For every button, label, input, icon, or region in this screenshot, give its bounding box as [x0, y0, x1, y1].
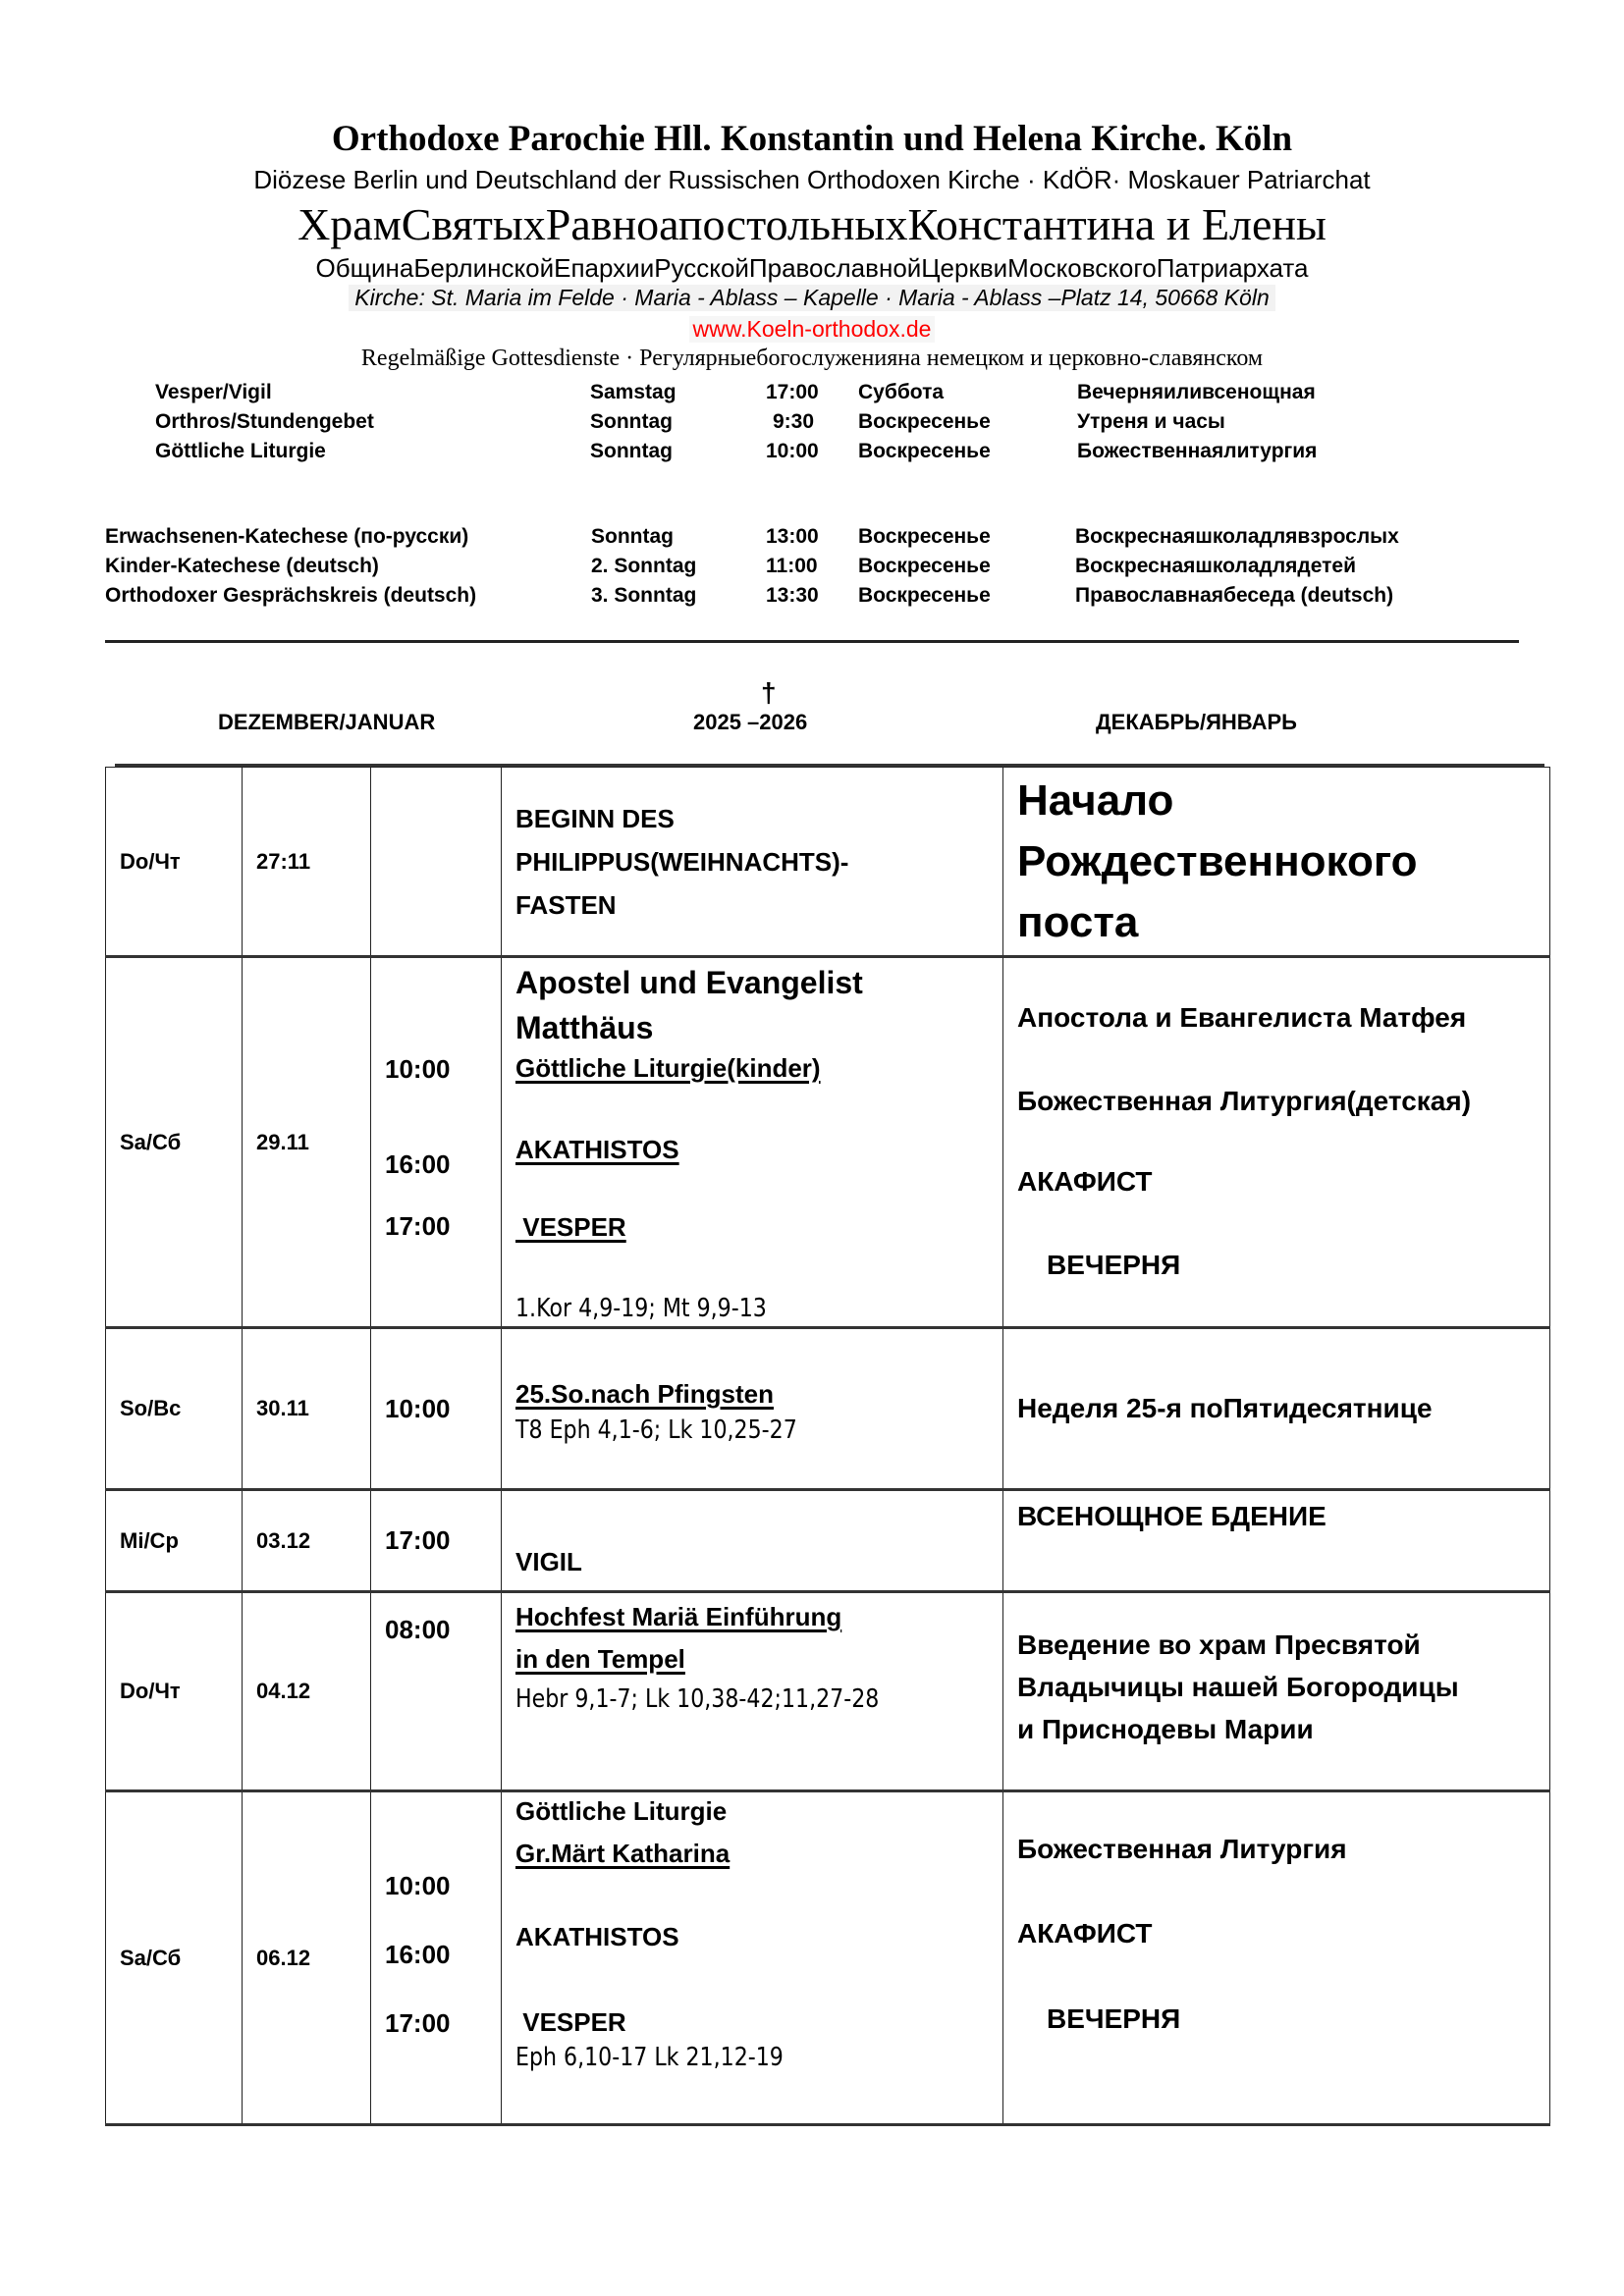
event-de-link[interactable]: Hochfest Mariä Einführung	[515, 1602, 842, 1631]
website-line	[0, 316, 1624, 343]
church-address: Kirche: St. Maria im Felde · Maria - Ablass – Kapelle · Maria - Ablass –Platz 14, 50668 Köln	[349, 285, 1274, 311]
service-name-ru: Божественнаялитургия	[1077, 440, 1318, 462]
event-de-line: Apostel und Evangelist	[515, 965, 863, 1000]
event-de-link[interactable]: 25.So.nach Pfingsten	[515, 1379, 774, 1409]
date-cell: 04.12	[243, 1592, 371, 1791]
event-ru-line: и Приснодевы Марии	[1017, 1714, 1314, 1744]
catechesis-time: 13:30	[766, 584, 819, 607]
day-cell: Sa/Сб	[106, 1791, 243, 2125]
event-de-line: FASTEN	[515, 889, 617, 920]
event-de-cell	[502, 957, 1003, 1328]
event-ru-line: Апостола и Евангелиста Матфея	[1017, 1002, 1467, 1033]
regular-services-heading: Regelmäßige Gottesdienste · Регулярныебогослуженияна немецком и церковно-славянском	[360, 346, 1264, 371]
day-cell: Do/Чт	[106, 768, 243, 957]
service-day-de: Sonntag	[590, 440, 673, 462]
event-de-line: PHILIPPUS(WEIHNACHTS)-	[515, 846, 849, 877]
month-heading-ru: ДЕКАБРЬ/ЯНВАРЬ	[1096, 710, 1297, 734]
service-time: 17:00	[766, 381, 819, 403]
day-cell: Mi/Ср	[106, 1490, 243, 1592]
address-line	[0, 285, 1624, 311]
event-de-line: AKATHISTOS	[515, 1922, 679, 1951]
event-de-line: BEGINN DES	[515, 803, 675, 833]
time-value: 08:00	[385, 1615, 451, 1644]
time-cell	[371, 1592, 502, 1791]
service-name-ru: Утреня и часы	[1077, 410, 1225, 433]
website-link[interactable]: www.Koeln-orthodox.de	[689, 316, 936, 343]
event-ru-line: Неделя 25-я поПятидесятнице	[1017, 1393, 1433, 1423]
catechesis-time: 11:00	[766, 555, 818, 577]
event-de-link[interactable]: in den Tempel	[515, 1644, 685, 1674]
event-ru-cell	[1003, 1328, 1550, 1490]
time-value: 10:00	[385, 1393, 451, 1423]
day-cell: Sa/Сб	[106, 957, 243, 1328]
event-ru-cell	[1003, 1791, 1550, 2125]
service-name: Vesper/Vigil	[155, 381, 272, 403]
event-ru-cell	[1003, 1592, 1550, 1791]
event-ru-line: ВСЕНОЩНОЕ БДЕНИЕ	[1017, 1501, 1326, 1531]
event-ru-cell	[1003, 768, 1550, 957]
event-ru-line: Божественная Литургия(детская)	[1017, 1086, 1472, 1116]
date-cell: 03.12	[243, 1490, 371, 1592]
catechesis-name-ru: Воскреснаяшколадлявзрослых	[1075, 525, 1399, 548]
time-value: 17:00	[385, 1525, 451, 1555]
schedule-table	[105, 767, 1550, 2126]
event-de-line: Matthäus	[515, 1010, 654, 1045]
service-day-ru: Суббота	[858, 381, 945, 403]
time-cell	[371, 1328, 502, 1490]
service-day-de: Sonntag	[590, 410, 673, 433]
date-cell: 29.11	[243, 957, 371, 1328]
catechesis-time: 13:00	[766, 525, 819, 548]
event-de-line: VIGIL	[515, 1547, 582, 1576]
scripture-reading: T8 Eph 4,1-6; Lk 10,25-27	[515, 1415, 797, 1445]
time-cell	[371, 1490, 502, 1592]
catechesis-day-ru: Воскресенье	[858, 584, 991, 607]
day-cell: So/Вс	[106, 1328, 243, 1490]
event-de-link[interactable]: VESPER	[515, 1212, 626, 1242]
event-ru-line: поста	[1017, 897, 1139, 946]
event-ru-line: АКАФИСТ	[1017, 1918, 1153, 1949]
divider-rule	[105, 640, 1519, 643]
diocese-subtitle-ru: ОбщинаБерлинскойЕпархииРусскойПравославнойЦерквиМосковскогоПатриархата	[315, 253, 1309, 283]
service-name: Göttliche Liturgie	[155, 440, 326, 462]
event-ru-line: Введение во храм Пресвятой	[1017, 1629, 1421, 1660]
event-ru-line: ВЕЧЕРНЯ	[1047, 1250, 1181, 1280]
time-value: 10:00	[385, 1054, 451, 1084]
service-day-ru: Воскресенье	[858, 410, 991, 433]
time-cell	[371, 1791, 502, 2125]
parish-title: Orthodoxe Parochie Hll. Konstantin und Helena Kirche. Köln	[331, 119, 1293, 159]
time-value: 17:00	[385, 2008, 451, 2038]
service-time: 10:00	[766, 440, 819, 462]
catechesis-name: Orthodoxer Gesprächskreis (deutsch)	[105, 584, 477, 607]
catechesis-day-ru: Воскресенье	[858, 555, 991, 577]
schedule-row	[106, 1328, 1550, 1490]
service-day-ru: Воскресенье	[858, 440, 991, 462]
schedule-row	[106, 768, 1550, 957]
catechesis-name-ru: Воскреснаяшколадлядетей	[1075, 555, 1357, 577]
event-de-line: VESPER	[515, 2007, 626, 2037]
date-cell: 27:11	[243, 768, 371, 957]
parish-title-ru: ХрамСвятыхРавноапостольныхКонстантина и Елены	[298, 199, 1326, 249]
event-ru-cell	[1003, 1490, 1550, 1592]
service-name: Orthros/Stundengebet	[155, 410, 374, 433]
schedule-row	[106, 1490, 1550, 1592]
catechesis-name-ru: Православнаябеседа (deutsch)	[1075, 584, 1394, 607]
catechesis-day-de: Sonntag	[591, 525, 674, 548]
scripture-reading: Hebr 9,1-7; Lk 10,38-42;11,27-28	[515, 1684, 880, 1714]
scripture-reading: 1.Kor 4,9-19; Mt 9,9-13	[515, 1294, 767, 1323]
event-de-cell	[502, 1791, 1003, 2125]
catechesis-day-de: 2. Sonntag	[591, 555, 697, 577]
time-value: 16:00	[385, 1149, 451, 1179]
time-value: 10:00	[385, 1871, 451, 1900]
event-ru-line: Владычицы нашей Богородицы	[1017, 1672, 1459, 1702]
service-time: 9:30	[773, 410, 815, 433]
event-de-cell	[502, 1592, 1003, 1791]
date-cell: 06.12	[243, 1791, 371, 2125]
event-ru-line: Божественная Литургия	[1017, 1834, 1347, 1864]
event-de-link[interactable]: AKATHISTOS	[515, 1135, 679, 1164]
catechesis-name: Kinder-Katechese (deutsch)	[105, 555, 379, 577]
time-cell	[371, 957, 502, 1328]
time-cell	[371, 768, 502, 957]
year-range: 2025 –2026	[693, 710, 808, 734]
event-ru-cell	[1003, 957, 1550, 1328]
event-de-cell	[502, 1490, 1003, 1592]
day-cell: Do/Чт	[106, 1592, 243, 1791]
diocese-subtitle: Diözese Berlin und Deutschland der Russischen Orthodoxen Kirche · KdÖR· Moskauer Patriarchat	[253, 165, 1371, 194]
catechesis-day-ru: Воскресенье	[858, 525, 991, 548]
event-de-link[interactable]: Gr.Märt Katharina	[515, 1839, 731, 1868]
service-name-ru: Вечерняиливсенощная	[1077, 381, 1316, 403]
event-ru-line: Рождественнокого	[1017, 836, 1418, 885]
month-heading-de: DEZEMBER/JANUAR	[218, 710, 436, 734]
event-de-link[interactable]: Göttliche Liturgie(kinder)	[515, 1053, 821, 1083]
schedule-row	[106, 957, 1550, 1328]
event-de-cell	[502, 1328, 1003, 1490]
cross-icon: †	[761, 677, 777, 708]
event-ru-line: Начало	[1017, 775, 1174, 825]
date-cell: 30.11	[243, 1328, 371, 1490]
event-de-cell	[502, 768, 1003, 957]
catechesis-name: Erwachsenen-Katechese (по-русски)	[105, 525, 469, 548]
scripture-reading: Eph 6,10-17 Lk 21,12-19	[515, 2043, 784, 2072]
event-de-line: Göttliche Liturgie	[515, 1796, 728, 1826]
time-value: 17:00	[385, 1211, 451, 1241]
event-ru-line: АКАФИСТ	[1017, 1166, 1153, 1197]
catechesis-day-de: 3. Sonntag	[591, 584, 697, 607]
event-ru-line: ВЕЧЕРНЯ	[1047, 2003, 1181, 2034]
time-value: 16:00	[385, 1940, 451, 1969]
schedule-row	[106, 1592, 1550, 1791]
service-day-de: Samstag	[590, 381, 677, 403]
schedule-row	[106, 1791, 1550, 2125]
